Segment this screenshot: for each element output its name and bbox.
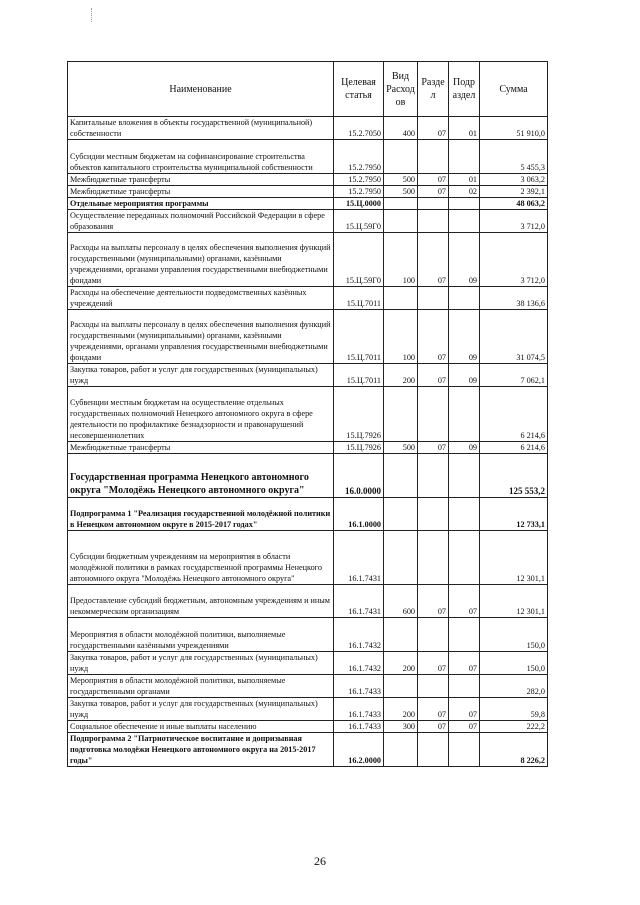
row-section bbox=[418, 733, 449, 767]
row-expense-type: 200 bbox=[384, 364, 418, 387]
row-name: Капитальные вложения в объекты государственной (муниципальной) собственности bbox=[68, 117, 334, 140]
row-expense-type: 600 bbox=[384, 585, 418, 618]
row-name: Государственная программа Ненецкого автономного округа "Молодёжь Ненецкого автономного округа" bbox=[68, 454, 334, 498]
row-section: 07 bbox=[418, 117, 449, 140]
row-target-article: 16.1.7431 bbox=[334, 531, 384, 585]
row-subsection bbox=[449, 210, 480, 233]
row-target-article: 15.Ц.59Г0 bbox=[334, 210, 384, 233]
row-expense-type: 300 bbox=[384, 721, 418, 733]
row-sum: 282,0 bbox=[480, 675, 548, 698]
row-name: Отдельные мероприятия программы bbox=[68, 198, 334, 210]
row-sum: 48 063,2 bbox=[480, 198, 548, 210]
row-target-article: 16.1.7431 bbox=[334, 585, 384, 618]
row-subsection: 09 bbox=[449, 364, 480, 387]
row-target-article: 15.2.7050 bbox=[334, 117, 384, 140]
row-target-article: 16.0.0000 bbox=[334, 454, 384, 498]
table-row bbox=[68, 287, 548, 310]
row-subsection: 09 bbox=[449, 442, 480, 454]
page-number: 26 bbox=[314, 854, 326, 868]
row-target-article: 15.2.7950 bbox=[334, 174, 384, 186]
row-sum: 51 910,0 bbox=[480, 117, 548, 140]
table-row bbox=[68, 364, 548, 387]
row-expense-type: 500 bbox=[384, 174, 418, 186]
row-name: Подпрограмма 1 "Реализация государственной молодёжной политики в Ненецком автономном округе в 2015-2017 годах" bbox=[68, 498, 334, 531]
row-section: 07 bbox=[418, 174, 449, 186]
row-subsection bbox=[449, 140, 480, 174]
row-subsection bbox=[449, 733, 480, 767]
row-sum: 5 455,3 bbox=[480, 140, 548, 174]
header-sum: Сумма bbox=[480, 62, 548, 117]
table-row bbox=[68, 310, 548, 364]
table-row bbox=[68, 498, 548, 531]
scan-mark bbox=[91, 8, 93, 22]
row-section: 07 bbox=[418, 310, 449, 364]
header-target-article: Целевая статья bbox=[334, 62, 384, 117]
row-subsection: 09 bbox=[449, 310, 480, 364]
table-row bbox=[68, 198, 548, 210]
row-name: Закупка товаров, работ и услуг для государственных (муниципальных) нужд bbox=[68, 364, 334, 387]
row-name: Расходы на выплаты персоналу в целях обеспечения выполнения функций государственными (муниципальными) органами, казёнными учреждениями, органами управления государственными внебюджетными фондами bbox=[68, 310, 334, 364]
row-name: Закупка товаров, работ и услуг для государственных (муниципальных) нужд bbox=[68, 698, 334, 721]
row-expense-type: 100 bbox=[384, 233, 418, 287]
row-expense-type: 200 bbox=[384, 698, 418, 721]
row-section bbox=[418, 531, 449, 585]
budget-table bbox=[67, 61, 548, 767]
row-target-article: 15.Ц.7011 bbox=[334, 310, 384, 364]
row-section: 07 bbox=[418, 721, 449, 733]
row-target-article: 16.1.7432 bbox=[334, 618, 384, 652]
row-section bbox=[418, 140, 449, 174]
row-name: Расходы на выплаты персоналу в целях обеспечения выполнения функций государственными (муниципальными) органами, казёнными учреждениями, органами управления государственными внебюджетными фондами bbox=[68, 233, 334, 287]
table-body bbox=[68, 117, 548, 767]
table-row bbox=[68, 585, 548, 618]
row-expense-type bbox=[384, 140, 418, 174]
row-section: 07 bbox=[418, 442, 449, 454]
row-target-article: 16.2.0000 bbox=[334, 733, 384, 767]
table-row bbox=[68, 675, 548, 698]
row-sum: 12 733,1 bbox=[480, 498, 548, 531]
row-sum: 3 063,2 bbox=[480, 174, 548, 186]
row-name: Субсидии бюджетным учреждениям на мероприятия в области молодёжной политики в рамках государственной программы Ненецкого автономного округа "Молодёжь Ненецкого автономного округа" bbox=[68, 531, 334, 585]
table-row bbox=[68, 652, 548, 675]
row-name: Межбюджетные трансферты bbox=[68, 442, 334, 454]
table-row bbox=[68, 442, 548, 454]
row-expense-type: 500 bbox=[384, 442, 418, 454]
row-target-article: 15.Ц.7011 bbox=[334, 364, 384, 387]
row-section: 07 bbox=[418, 698, 449, 721]
row-sum: 3 712,0 bbox=[480, 210, 548, 233]
row-target-article: 15.2.7950 bbox=[334, 186, 384, 198]
row-subsection: 01 bbox=[449, 117, 480, 140]
table-row bbox=[68, 531, 548, 585]
row-name: Предоставление субсидий бюджетным, автономным учреждениям и иным некоммерческим организациям bbox=[68, 585, 334, 618]
row-name: Мероприятия в области молодёжной политики, выполняемые государственными казёнными учреждениями bbox=[68, 618, 334, 652]
row-name: Расходы на обеспечение деятельности подведомственных казённых учреждений bbox=[68, 287, 334, 310]
row-name: Межбюджетные трансферты bbox=[68, 174, 334, 186]
header-subsection: Подр аздел bbox=[449, 62, 480, 117]
row-section: 07 bbox=[418, 233, 449, 287]
row-expense-type bbox=[384, 531, 418, 585]
row-sum: 2 392,1 bbox=[480, 186, 548, 198]
row-section: 07 bbox=[418, 186, 449, 198]
row-target-article: 16.1.7432 bbox=[334, 652, 384, 675]
row-name: Межбюджетные трансферты bbox=[68, 186, 334, 198]
row-target-article: 15.Ц.7926 bbox=[334, 442, 384, 454]
row-sum: 125 553,2 bbox=[480, 454, 548, 498]
row-target-article: 15.Ц.7011 bbox=[334, 287, 384, 310]
row-sum: 6 214,6 bbox=[480, 442, 548, 454]
row-name: Закупка товаров, работ и услуг для государственных (муниципальных) нужд bbox=[68, 652, 334, 675]
table-header-row bbox=[68, 62, 548, 117]
row-section bbox=[418, 210, 449, 233]
header-section: Разде л bbox=[418, 62, 449, 117]
row-target-article: 16.1.0000 bbox=[334, 498, 384, 531]
table-row bbox=[68, 210, 548, 233]
row-subsection bbox=[449, 531, 480, 585]
row-expense-type bbox=[384, 454, 418, 498]
row-expense-type bbox=[384, 387, 418, 442]
row-subsection: 01 bbox=[449, 174, 480, 186]
row-expense-type bbox=[384, 618, 418, 652]
row-expense-type bbox=[384, 675, 418, 698]
row-subsection: 07 bbox=[449, 585, 480, 618]
row-expense-type bbox=[384, 210, 418, 233]
row-section bbox=[418, 387, 449, 442]
row-expense-type bbox=[384, 733, 418, 767]
row-sum: 3 712,0 bbox=[480, 233, 548, 287]
row-expense-type: 100 bbox=[384, 310, 418, 364]
table-row bbox=[68, 117, 548, 140]
row-sum: 6 214,6 bbox=[480, 387, 548, 442]
row-subsection: 07 bbox=[449, 721, 480, 733]
row-sum: 12 301,1 bbox=[480, 585, 548, 618]
row-subsection bbox=[449, 198, 480, 210]
row-expense-type: 400 bbox=[384, 117, 418, 140]
row-section: 07 bbox=[418, 585, 449, 618]
table-row bbox=[68, 733, 548, 767]
table-row bbox=[68, 387, 548, 442]
table-row bbox=[68, 140, 548, 174]
row-sum: 150,0 bbox=[480, 652, 548, 675]
row-name: Мероприятия в области молодёжной политики, выполняемые государственными органами bbox=[68, 675, 334, 698]
row-sum: 150,0 bbox=[480, 618, 548, 652]
header-expense-type: Вид Расход ов bbox=[384, 62, 418, 117]
row-name: Подпрограмма 2 "Патриотическое воспитание и допризывная подготовка молодёжи Ненецкого автономного округа на 2015-2017 годы" bbox=[68, 733, 334, 767]
table-row bbox=[68, 174, 548, 186]
header-name: Наименование bbox=[68, 62, 334, 117]
row-name: Субвенции местным бюджетам на осуществление отдельных государственных полномочий Ненецкого автономного округа в сфере деятельности по профилактике безнадзорности и правонарушений несовершеннолетних bbox=[68, 387, 334, 442]
row-expense-type bbox=[384, 287, 418, 310]
row-section: 07 bbox=[418, 364, 449, 387]
row-section bbox=[418, 675, 449, 698]
row-expense-type: 500 bbox=[384, 186, 418, 198]
row-subsection bbox=[449, 387, 480, 442]
row-expense-type bbox=[384, 198, 418, 210]
row-subsection: 09 bbox=[449, 233, 480, 287]
table-row bbox=[68, 698, 548, 721]
row-sum: 38 136,6 bbox=[480, 287, 548, 310]
row-section bbox=[418, 287, 449, 310]
row-subsection bbox=[449, 287, 480, 310]
table-row bbox=[68, 618, 548, 652]
row-subsection: 07 bbox=[449, 652, 480, 675]
row-sum: 8 226,2 bbox=[480, 733, 548, 767]
row-sum: 59,8 bbox=[480, 698, 548, 721]
row-sum: 12 301,1 bbox=[480, 531, 548, 585]
row-target-article: 16.1.7433 bbox=[334, 721, 384, 733]
row-sum: 31 074,5 bbox=[480, 310, 548, 364]
table-row bbox=[68, 186, 548, 198]
table-row bbox=[68, 454, 548, 498]
row-expense-type bbox=[384, 498, 418, 531]
row-section bbox=[418, 198, 449, 210]
row-section: 07 bbox=[418, 652, 449, 675]
row-target-article: 15.Ц.0000 bbox=[334, 198, 384, 210]
row-section bbox=[418, 498, 449, 531]
row-subsection: 07 bbox=[449, 698, 480, 721]
row-subsection bbox=[449, 454, 480, 498]
row-target-article: 15.Ц.59Г0 bbox=[334, 233, 384, 287]
row-section bbox=[418, 454, 449, 498]
row-name: Социальное обеспечение и иные выплаты населению bbox=[68, 721, 334, 733]
row-target-article: 15.2.7950 bbox=[334, 140, 384, 174]
row-name: Осуществление переданных полномочий Российской Федерации в сфере образования bbox=[68, 210, 334, 233]
row-target-article: 15.Ц.7926 bbox=[334, 387, 384, 442]
row-subsection bbox=[449, 675, 480, 698]
row-section bbox=[418, 618, 449, 652]
row-expense-type: 200 bbox=[384, 652, 418, 675]
row-name: Субсидии местным бюджетам на софинансирование строительства объектов капитального строительства муниципальной собственности bbox=[68, 140, 334, 174]
row-subsection bbox=[449, 498, 480, 531]
table-row bbox=[68, 721, 548, 733]
row-subsection: 02 bbox=[449, 186, 480, 198]
row-subsection bbox=[449, 618, 480, 652]
row-sum: 7 062,1 bbox=[480, 364, 548, 387]
row-target-article: 16.1.7433 bbox=[334, 675, 384, 698]
table-row bbox=[68, 233, 548, 287]
row-sum: 222,2 bbox=[480, 721, 548, 733]
row-target-article: 16.1.7433 bbox=[334, 698, 384, 721]
